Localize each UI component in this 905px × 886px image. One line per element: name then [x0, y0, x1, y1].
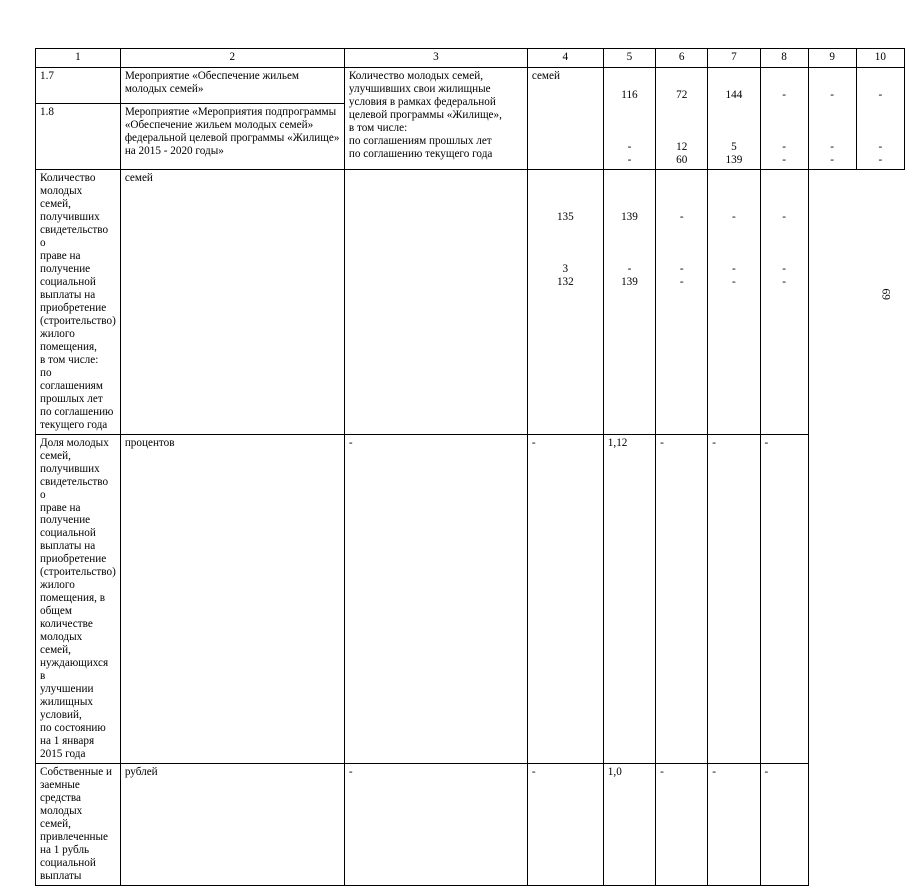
indicator-line: Доля молодых семей, — [40, 436, 109, 462]
value-sub: - — [627, 153, 632, 166]
value-sub: 132 — [556, 275, 574, 288]
indicator-line: (строительство) жилого — [40, 566, 116, 592]
value-cell: - — [760, 434, 808, 764]
col-header-3: 3 — [344, 49, 527, 68]
value-sub: - — [627, 262, 632, 275]
indicator-line: Собственные и заемные средства — [40, 766, 113, 805]
value-sub: - — [782, 275, 786, 288]
value-cell — [856, 68, 904, 170]
value-cell — [760, 169, 808, 434]
row-name: Мероприятие «Обеспечение жильем молодых семей» — [120, 68, 344, 104]
value-sub: - — [679, 262, 684, 275]
indicator-line: помещения, в общем количестве — [40, 592, 105, 631]
indicator-row — [36, 434, 905, 764]
unit-cell-2: семей — [120, 169, 344, 434]
row-number: 1.7 — [36, 68, 121, 104]
value-cell: - — [344, 764, 527, 886]
indicator-line: (строительство) жилого — [40, 314, 116, 340]
value-cell: - — [760, 764, 808, 886]
table-row — [36, 68, 905, 104]
unit-cell-3: процентов — [120, 434, 344, 764]
row-name: Мероприятие «Мероприятия подпрограммы «Обеспечение жильем молодых семей» федеральной целевой программы «Жилище» на 2015 - 2020 годы» — [120, 103, 344, 169]
indicator-line: 2015 года — [40, 748, 86, 761]
value-sub: - — [679, 275, 684, 288]
indicator-subline: по соглашению текущего года — [40, 405, 114, 431]
indicator-line: улучшении жилищных условий, — [40, 683, 94, 722]
value-main: - — [878, 88, 883, 101]
col-header-7: 7 — [708, 49, 760, 68]
indicator-cell-3 — [36, 434, 121, 764]
unit-cell-4: рублей — [120, 764, 344, 886]
value-sub: - — [782, 262, 786, 275]
value-cell: - — [527, 764, 603, 886]
value-cell — [808, 68, 856, 170]
value-cell — [603, 169, 655, 434]
indicator-line: праве на получение социальной — [40, 501, 96, 540]
indicator-line: Количество молодых семей, — [348, 70, 484, 82]
value-cell: - — [656, 764, 708, 886]
value-cell — [656, 169, 708, 434]
indicator-line: улучшивших свои жилищные — [348, 82, 491, 95]
indicator-line: выплаты на приобретение — [40, 288, 107, 314]
value-cell — [603, 68, 655, 170]
value-main: - — [679, 210, 684, 223]
value-cell — [656, 68, 708, 170]
value-main: 116 — [621, 88, 638, 101]
value-sub: - — [732, 262, 736, 275]
value-sub: - — [878, 153, 883, 166]
indicator-line: целевой программы «Жилище», — [348, 108, 502, 121]
value-cell: - — [708, 764, 760, 886]
col-header-8: 8 — [760, 49, 808, 68]
col-header-6: 6 — [656, 49, 708, 68]
indicator-line: по состоянию на 1 января — [40, 722, 106, 748]
indicator-cell-4 — [36, 764, 121, 886]
value-cell — [708, 169, 760, 434]
page-number: 69 — [879, 288, 891, 300]
indicator-line: помещения, — [40, 340, 97, 353]
value-cell: - — [344, 434, 527, 764]
indicator-line: Количество молодых семей, — [40, 171, 96, 210]
value-cell: 1,0 — [603, 764, 655, 886]
value-sub: 3 — [562, 262, 569, 275]
value-sub: - — [782, 153, 786, 166]
value-main: - — [782, 88, 786, 101]
value-cell — [344, 169, 527, 434]
indicator-line: праве на получение социальной — [40, 249, 96, 288]
indicators-table — [35, 48, 905, 886]
indicator-line: получивших свидетельство о — [40, 462, 109, 501]
indicator-cell-2 — [36, 169, 121, 434]
value-sub: 12 — [676, 140, 688, 153]
col-header-4: 4 — [527, 49, 603, 68]
value-main: - — [732, 210, 736, 223]
value-cell — [708, 68, 760, 170]
indicator-line: молодых семей, нуждающихся в — [40, 631, 109, 683]
indicator-subline: по соглашению текущего года — [348, 147, 493, 160]
row-number: 1.8 — [36, 103, 121, 169]
value-main: - — [830, 88, 835, 101]
unit-cell-1: семей — [527, 68, 603, 170]
indicator-line: молодых семей, привлеченные — [40, 805, 109, 844]
indicator-line: получивших свидетельство о — [40, 210, 109, 249]
col-header-9: 9 — [808, 49, 856, 68]
indicator-cell-1 — [344, 68, 527, 170]
col-header-1: 1 — [36, 49, 121, 68]
table-header-row — [36, 49, 905, 68]
col-header-5: 5 — [603, 49, 655, 68]
value-sub: - — [782, 140, 786, 153]
value-sub: 60 — [676, 153, 688, 166]
indicator-line: условия в рамках федеральной — [348, 95, 496, 108]
col-header-2: 2 — [120, 49, 344, 68]
indicator-subline: по соглашениям прошлых лет — [40, 366, 103, 405]
value-sub: 139 — [725, 153, 743, 166]
value-sub: - — [878, 140, 883, 153]
indicator-subline: по соглашениям прошлых лет — [348, 134, 492, 147]
indicator-line: на 1 рубль социальной выплаты — [40, 844, 96, 883]
value-sub: 139 — [621, 275, 638, 288]
value-sub: - — [627, 140, 632, 153]
value-main: 72 — [676, 88, 688, 101]
value-sub: - — [732, 275, 736, 288]
indicator-line: в том числе: — [348, 121, 408, 134]
value-main: 139 — [621, 210, 638, 223]
value-cell: - — [708, 434, 760, 764]
indicator-row — [36, 764, 905, 886]
value-cell — [527, 169, 603, 434]
value-main: - — [782, 210, 786, 223]
value-sub: 5 — [731, 140, 737, 153]
indicator-line: в том числе: — [40, 353, 99, 366]
value-main: 144 — [725, 88, 743, 101]
value-sub: - — [830, 140, 835, 153]
col-header-10: 10 — [856, 49, 904, 68]
indicator-line: выплаты на приобретение — [40, 540, 107, 566]
value-cell: - — [527, 434, 603, 764]
value-sub: - — [830, 153, 835, 166]
value-cell — [760, 68, 808, 170]
value-cell: 1,12 — [603, 434, 655, 764]
value-main: 135 — [556, 210, 574, 223]
value-cell: - — [656, 434, 708, 764]
indicator-row — [36, 169, 905, 434]
